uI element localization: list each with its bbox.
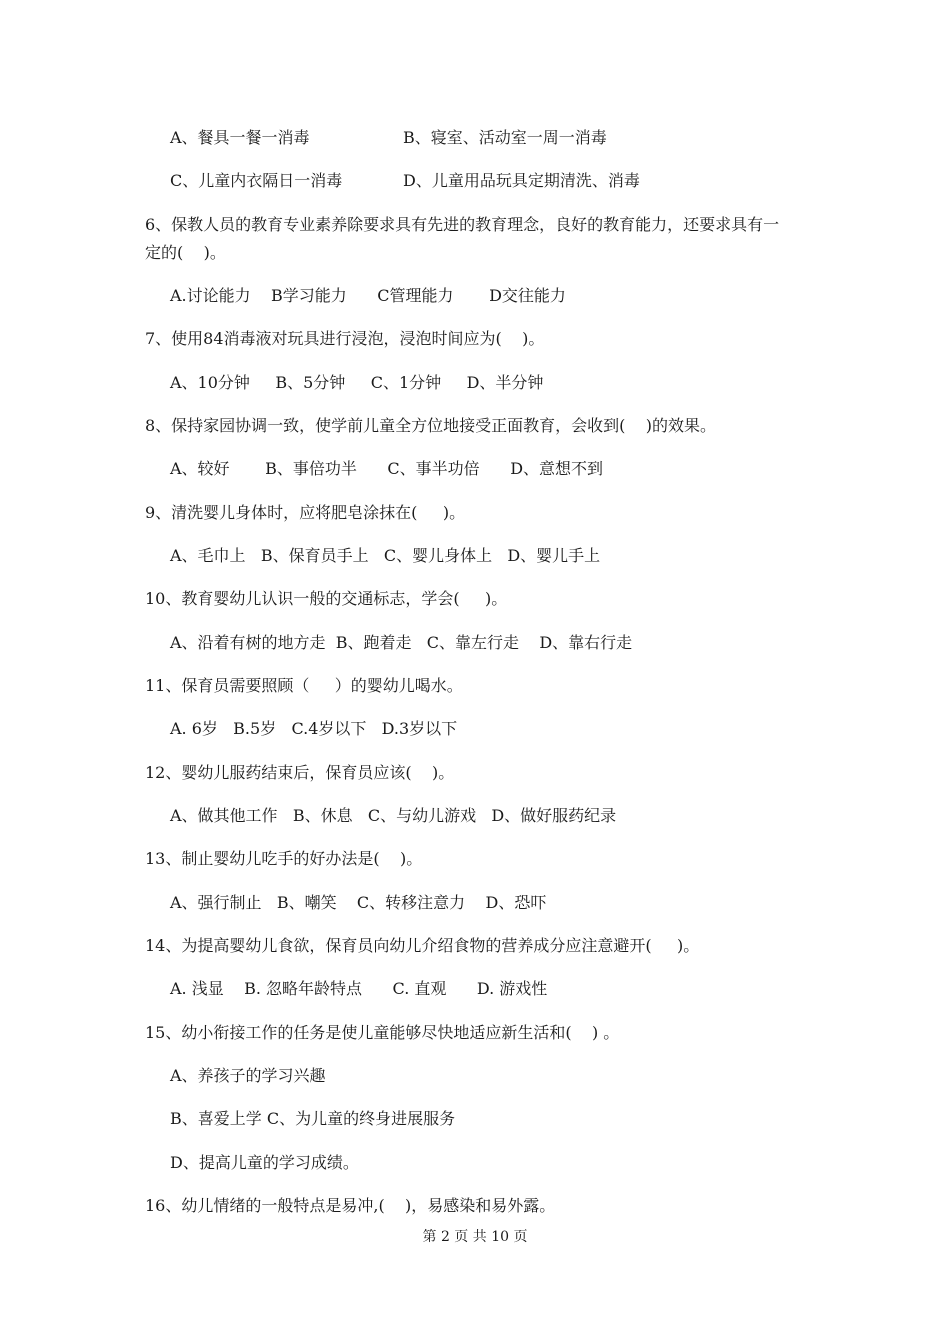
q7-options: A、10分钟 B、5分钟 C、1分钟 D、半分钟 (170, 373, 544, 392)
q15-option-a: A、养孩子的学习兴趣 (170, 1066, 326, 1085)
q15-option-bc: B、喜爱上学 C、为儿童的终身进展服务 (170, 1109, 456, 1128)
q13-stem: 13、制止婴幼儿吃手的好办法是( )。 (145, 849, 423, 868)
q14-options: A. 浅显 B. 忽略年龄特点 C. 直观 D. 游戏性 (170, 979, 548, 998)
q9-stem: 9、清洗婴儿身体时，应将肥皂涂抹在( )。 (145, 503, 466, 522)
q14-stem: 14、为提高婴幼儿食欲，保育员向幼儿介绍食物的营养成分应注意避开( )。 (145, 936, 700, 955)
q10-stem: 10、教育婴幼儿认识一般的交通标志，学会( )。 (145, 589, 508, 608)
q8-options: A、较好 B、事倍功半 C、事半功倍 D、意想不到 (170, 459, 604, 478)
q16-stem: 16、幼儿情绪的一般特点是易冲,( )，易感染和易外露。 (145, 1196, 556, 1215)
q10-options: A、沿着有树的地方走 B、跑着走 C、靠左行走 D、靠右行走 (170, 633, 633, 652)
q5-option-d: D、儿童用品玩具定期清洗、消毒 (403, 171, 640, 190)
q6-options: A.讨论能力 B学习能力 C管理能力 D交往能力 (170, 286, 566, 305)
q12-options: A、做其他工作 B、休息 C、与幼儿游戏 D、做好服药纪录 (170, 806, 617, 825)
page-footer: 第 2 页 共 10 页 (422, 1229, 528, 1245)
q8-stem: 8、保持家园协调一致，使学前儿童全方位地接受正面教育，会收到( )的效果。 (145, 416, 717, 435)
q12-stem: 12、婴幼儿服药结束后，保育员应该( )。 (145, 763, 455, 782)
q6-stem-line1: 6、保教人员的教育专业素养除要求具有先进的教育理念，良好的教育能力，还要求具有一 (145, 215, 780, 234)
q15-option-d: D、提高儿童的学习成绩。 (170, 1153, 359, 1172)
q6-stem-line2: 定的( )。 (145, 243, 226, 262)
q5-option-a: A、餐具一餐一消毒 (170, 128, 310, 147)
q9-options: A、毛巾上 B、保育员手上 C、婴儿身体上 D、婴儿手上 (170, 546, 601, 565)
q13-options: A、强行制止 B、嘲笑 C、转移注意力 D、恐吓 (170, 893, 547, 912)
q15-stem: 15、幼小衔接工作的任务是使儿童能够尽快地适应新生活和( ) 。 (145, 1023, 620, 1042)
q5-option-c: C、儿童内衣隔日一消毒 (170, 171, 343, 190)
q5-option-b: B、寝室、活动室一周一消毒 (403, 128, 607, 147)
q11-options: A. 6岁 B.5岁 C.4岁以下 D.3岁以下 (170, 719, 458, 738)
q7-stem: 7、使用84消毒液对玩具进行浸泡，浸泡时间应为( )。 (145, 329, 545, 348)
q11-stem: 11、保育员需要照顾（ ）的婴幼儿喝水。 (145, 676, 463, 695)
